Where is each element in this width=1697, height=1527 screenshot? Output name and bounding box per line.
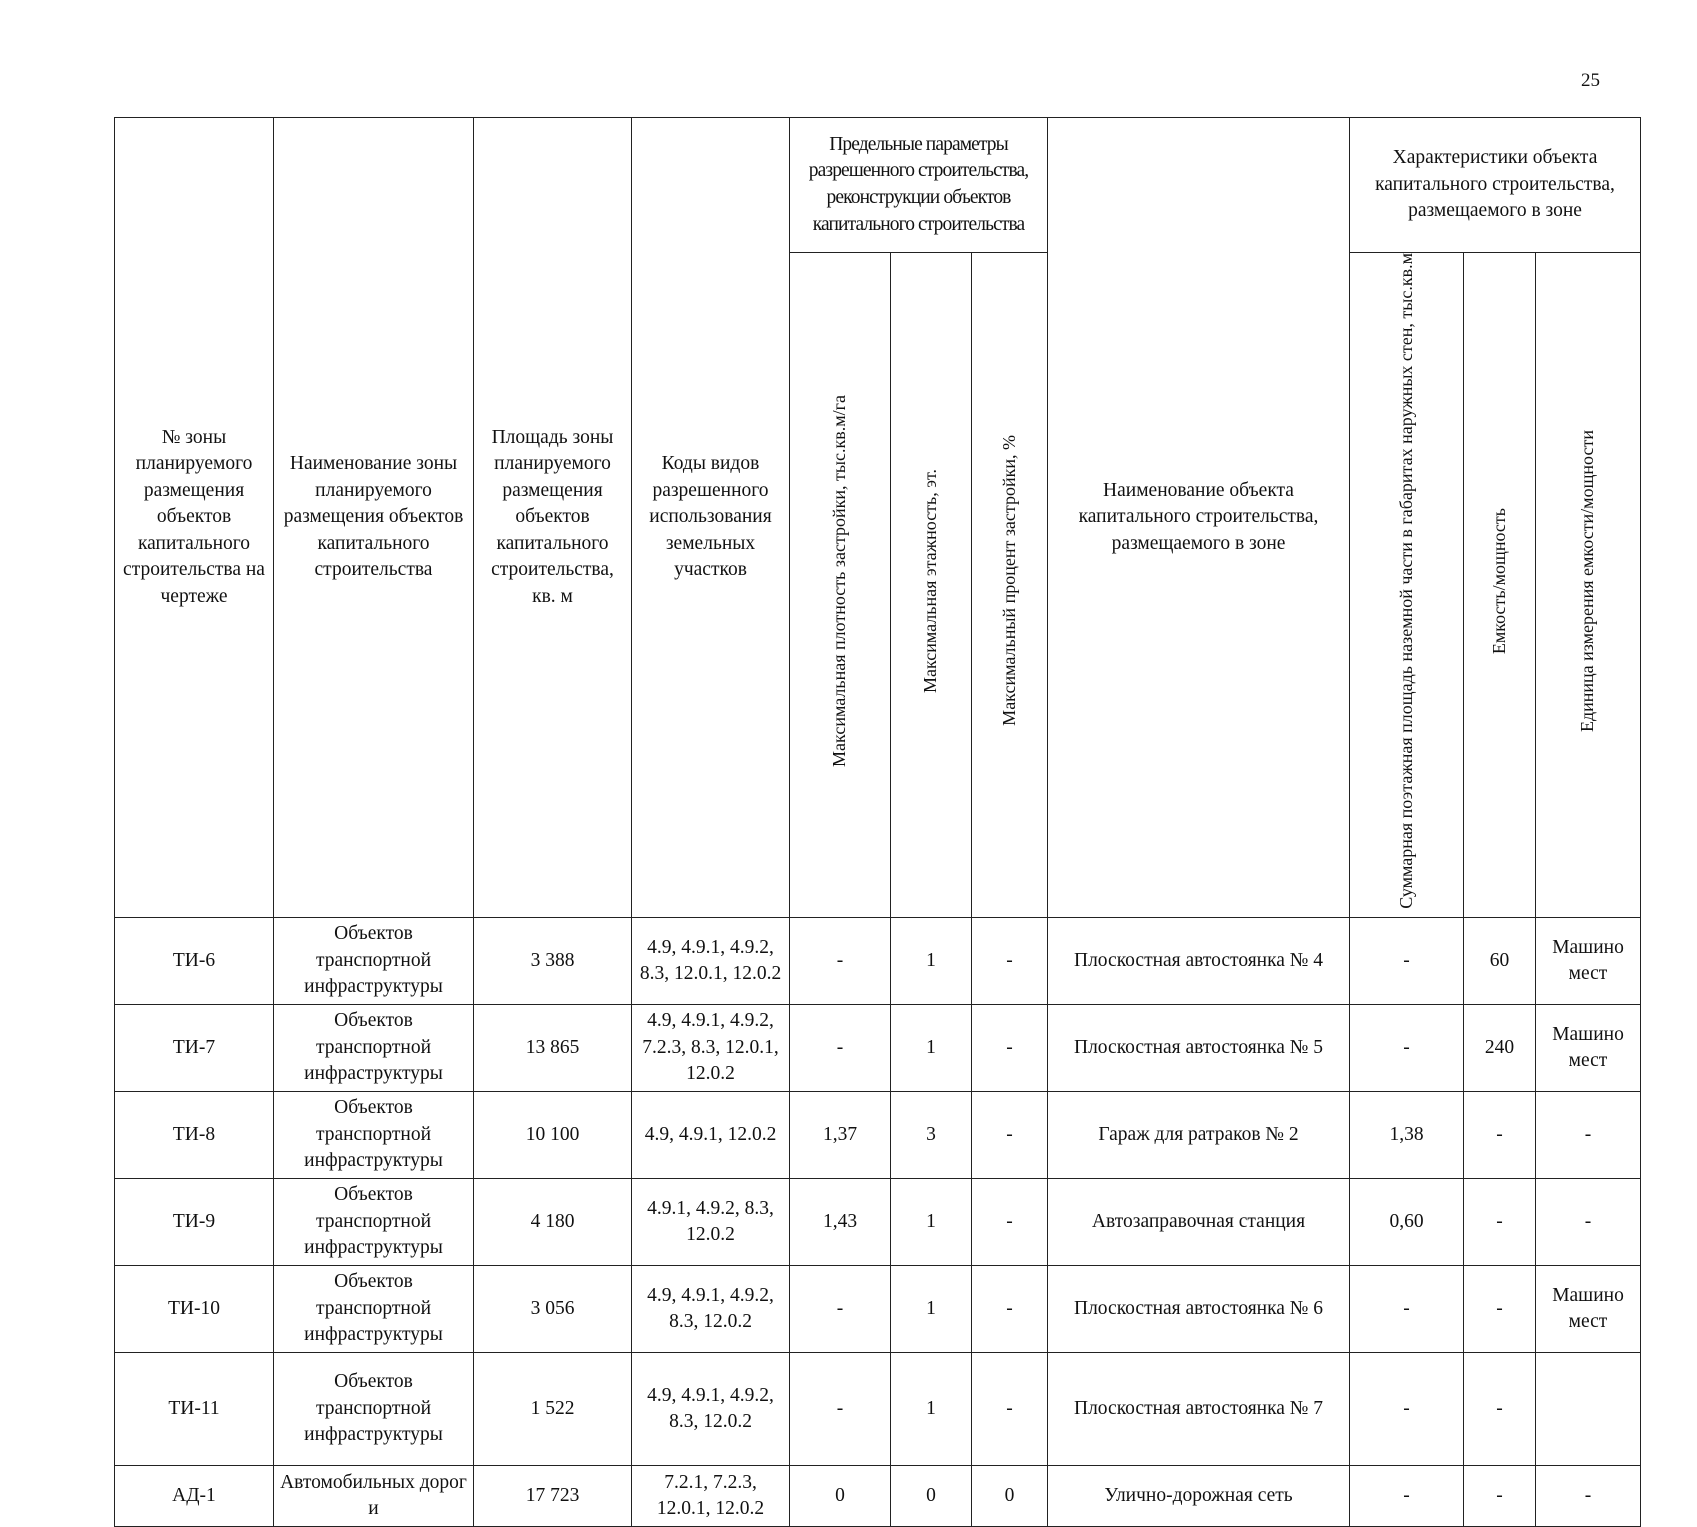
cell-capacity: - [1464, 1266, 1536, 1353]
cell-floors: 1 [891, 1266, 972, 1353]
header-object-name: Наименование объекта капитального строительства, размещаемого в зоне [1048, 118, 1350, 918]
table-row [115, 1353, 1641, 1466]
header-total-area: Суммарная поэтажная площадь наземной части в габаритах наружных стен, тыс.кв.м [1395, 253, 1416, 909]
cell-capacity: - [1464, 1092, 1536, 1179]
header-zone-name: Наименование зоны планируемого размещения объектов капитального строительства [274, 118, 474, 918]
cell-unit: - [1536, 1179, 1641, 1266]
cell-area: 3 056 [474, 1266, 632, 1353]
header-capacity: Емкость/мощность [1488, 507, 1509, 654]
cell-density: - [790, 918, 891, 1005]
cell-codes: 4.9, 4.9.1, 4.9.2, 8.3, 12.0.2 [632, 1353, 790, 1466]
cell-percent: - [972, 1179, 1048, 1266]
cell-area: 1 522 [474, 1353, 632, 1466]
cell-floors: 1 [891, 1005, 972, 1092]
cell-floors: 1 [891, 1353, 972, 1466]
cell-name: Объектов транспортной инфраструктуры [274, 1266, 474, 1353]
header-codes: Коды видов разрешенного использования земельных участков [632, 118, 790, 918]
cell-name: Объектов транспортной инфраструктуры [274, 1179, 474, 1266]
header-unit: Единица измерения емкости/мощности [1577, 429, 1598, 732]
header-floors-cell [891, 253, 972, 918]
cell-name: Объектов транспортной инфраструктуры [274, 1092, 474, 1179]
header-limits-group: Предельные параметры разрешенного строительства, реконструкции объектов капитального строительства [790, 118, 1048, 253]
header-area: Площадь зоны планируемого размещения объектов капитального строительства, кв. м [474, 118, 632, 918]
cell-density: 0 [790, 1466, 891, 1527]
cell-unit: - [1536, 1092, 1641, 1179]
cell-object: Гараж для ратраков № 2 [1048, 1092, 1350, 1179]
cell-floors: 3 [891, 1092, 972, 1179]
cell-total-area: 1,38 [1350, 1092, 1464, 1179]
cell-unit: Машино мест [1536, 918, 1641, 1005]
table-row [115, 1266, 1641, 1353]
cell-zone: ТИ-11 [115, 1353, 274, 1466]
table-row [115, 1005, 1641, 1092]
cell-capacity: 240 [1464, 1005, 1536, 1092]
cell-capacity: - [1464, 1179, 1536, 1266]
cell-object: Плоскостная автостоянка № 5 [1048, 1005, 1350, 1092]
cell-total-area: - [1350, 1005, 1464, 1092]
cell-zone: ТИ-9 [115, 1179, 274, 1266]
cell-capacity: - [1464, 1466, 1536, 1527]
table-row [115, 1092, 1641, 1179]
cell-codes: 4.9.1, 4.9.2, 8.3, 12.0.2 [632, 1179, 790, 1266]
cell-density: - [790, 1353, 891, 1466]
cell-floors: 1 [891, 918, 972, 1005]
cell-object: Автозаправочная станция [1048, 1179, 1350, 1266]
cell-codes: 4.9, 4.9.1, 4.9.2, 8.3, 12.0.1, 12.0.2 [632, 918, 790, 1005]
cell-area: 3 388 [474, 918, 632, 1005]
cell-density: 1,43 [790, 1179, 891, 1266]
zones-table [114, 117, 1641, 1527]
cell-object: Плоскостная автостоянка № 4 [1048, 918, 1350, 1005]
cell-density: - [790, 1266, 891, 1353]
cell-total-area: - [1350, 1466, 1464, 1527]
cell-codes: 4.9, 4.9.1, 12.0.2 [632, 1092, 790, 1179]
header-percent-cell [972, 253, 1048, 918]
cell-unit: - [1536, 1466, 1641, 1527]
cell-area: 13 865 [474, 1005, 632, 1092]
cell-name: Объектов транспортной инфраструктуры [274, 1005, 474, 1092]
cell-floors: 1 [891, 1179, 972, 1266]
cell-density: - [790, 1005, 891, 1092]
cell-percent: - [972, 1005, 1048, 1092]
table-row [115, 1179, 1641, 1266]
cell-unit: Машино мест [1536, 1005, 1641, 1092]
cell-density: 1,37 [790, 1092, 891, 1179]
cell-zone: ТИ-7 [115, 1005, 274, 1092]
cell-percent: - [972, 1353, 1048, 1466]
cell-total-area: - [1350, 1266, 1464, 1353]
header-unit-cell [1536, 253, 1641, 918]
cell-percent: 0 [972, 1466, 1048, 1527]
header-characteristics-group: Характеристики объекта капитального строительства, размещаемого в зоне [1350, 118, 1641, 253]
cell-area: 17 723 [474, 1466, 632, 1527]
cell-area: 10 100 [474, 1092, 632, 1179]
cell-name: Автомобильных дорог и [274, 1466, 474, 1527]
cell-object: Улично-дорожная сеть [1048, 1466, 1350, 1527]
cell-total-area: - [1350, 918, 1464, 1005]
header-density-cell [790, 253, 891, 918]
header-percent: Максимальный процент застройки, % [998, 435, 1019, 727]
header-density: Максимальная плотность застройки, тыс.кв.м/га [829, 394, 850, 767]
cell-percent: - [972, 1266, 1048, 1353]
header-capacity-cell [1464, 253, 1536, 918]
cell-zone: ТИ-6 [115, 918, 274, 1005]
cell-percent: - [972, 918, 1048, 1005]
cell-codes: 4.9, 4.9.1, 4.9.2, 8.3, 12.0.2 [632, 1266, 790, 1353]
cell-name: Объектов транспортной инфраструктуры [274, 918, 474, 1005]
cell-capacity: - [1464, 1353, 1536, 1466]
cell-unit: Машино мест [1536, 1266, 1641, 1353]
cell-codes: 7.2.1, 7.2.3, 12.0.1, 12.0.2 [632, 1466, 790, 1527]
cell-zone: АД-1 [115, 1466, 274, 1527]
cell-total-area: 0,60 [1350, 1179, 1464, 1266]
header-total-area-cell [1350, 253, 1464, 918]
table-row [115, 1466, 1641, 1527]
header-floors: Максимальная этажность, эт. [920, 468, 941, 693]
cell-area: 4 180 [474, 1179, 632, 1266]
cell-unit [1536, 1353, 1641, 1466]
cell-floors: 0 [891, 1466, 972, 1527]
cell-codes: 4.9, 4.9.1, 4.9.2, 7.2.3, 8.3, 12.0.1, 12.0.2 [632, 1005, 790, 1092]
page-number: 25 [1581, 70, 1600, 91]
header-zone-no: № зоны планируемого размещения объектов капитального строительства на чертеже [115, 118, 274, 918]
cell-object: Плоскостная автостоянка № 7 [1048, 1353, 1350, 1466]
cell-percent: - [972, 1092, 1048, 1179]
cell-capacity: 60 [1464, 918, 1536, 1005]
cell-object: Плоскостная автостоянка № 6 [1048, 1266, 1350, 1353]
cell-name: Объектов транспортной инфраструктуры [274, 1353, 474, 1466]
cell-zone: ТИ-10 [115, 1266, 274, 1353]
cell-total-area: - [1350, 1353, 1464, 1466]
cell-zone: ТИ-8 [115, 1092, 274, 1179]
table-row [115, 918, 1641, 1005]
